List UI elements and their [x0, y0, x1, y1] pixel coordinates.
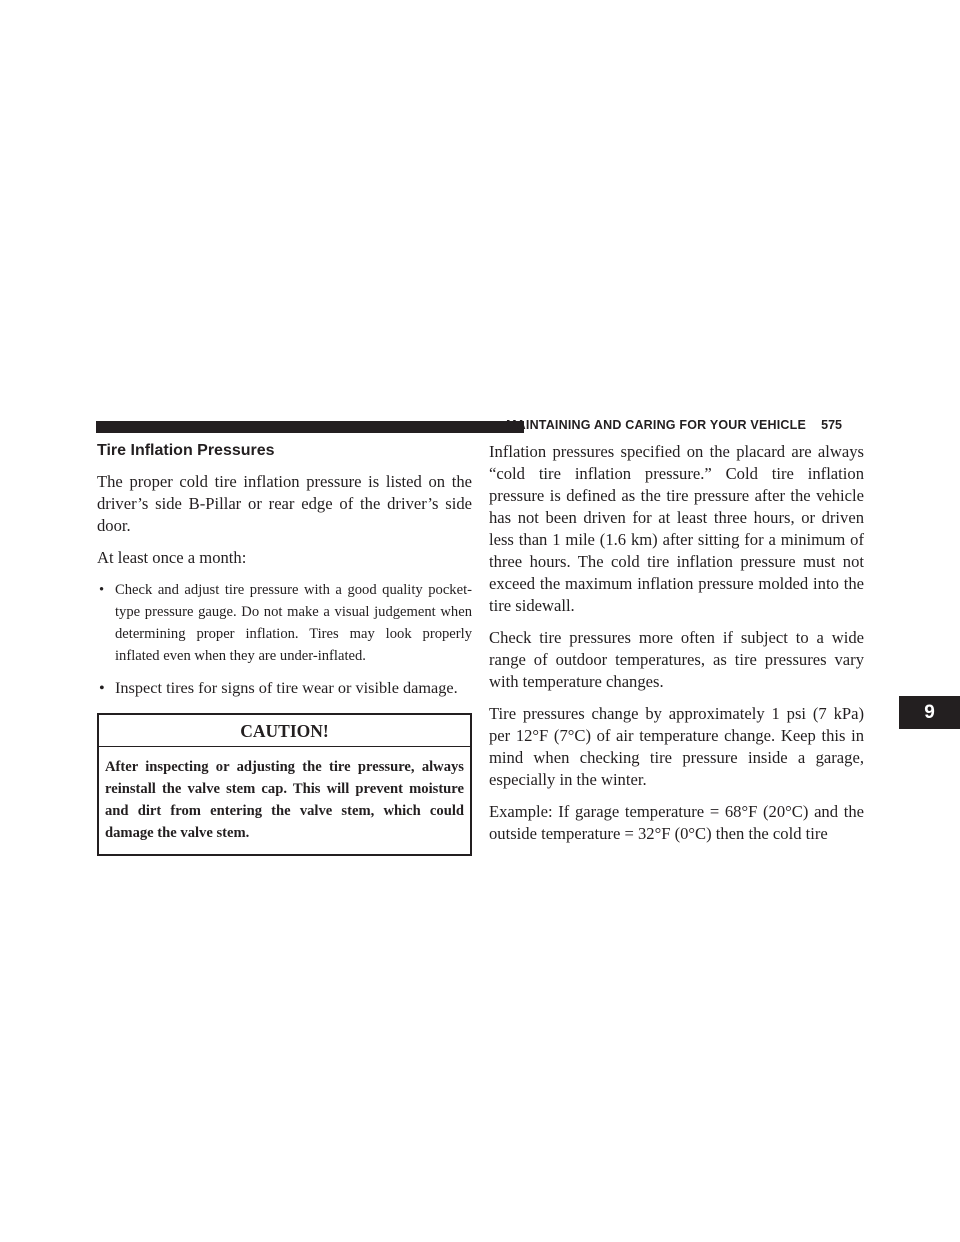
list-item: [97, 677, 472, 699]
caution-title: CAUTION!: [99, 715, 470, 747]
bullet-icon: •: [99, 678, 105, 697]
paragraph-check-often: Check tire pressures more often if subject to a wide range of outdoor temperatures, as tire pressures vary with temperature changes.: [489, 628, 864, 691]
lead-in: At least once a month:: [97, 548, 247, 567]
list-item: [97, 579, 472, 667]
bullet-icon: •: [99, 582, 105, 598]
bullet-text: Inspect tires for signs of tire wear or visible damage.: [115, 678, 458, 697]
caution-text: After inspecting or adjusting the tire pressure, always reinstall the valve stem cap. This will prevent moisture and dirt from entering the valve stem, which could damage the valve stem.: [105, 759, 464, 841]
chapter-tab: 9: [899, 696, 960, 729]
right-column: [489, 441, 864, 855]
paragraph-example: Example: If garage temperature = 68°F (20°C) and the outside temperature = 32°F (0°C) then the cold tire: [489, 802, 864, 843]
paragraph-pressure-change: Tire pressures change by approximately 1 psi (7 kPa) per 12°F (7°C) of air temperature change. Keep this in mind when checking tire pressure inside a garage, especially in the winter.: [489, 704, 864, 789]
caution-box: [97, 713, 472, 856]
header-section-title: MAINTAINING AND CARING FOR YOUR VEHICLE: [506, 418, 806, 432]
section-heading: Tire Inflation Pressures: [97, 442, 275, 459]
page-number: 575: [821, 418, 842, 432]
left-column: [97, 441, 472, 856]
page-header: [96, 417, 842, 437]
bullet-text: Check and adjust tire pressure with a good quality pocket-type pressure gauge. Do not make a visual judgement when determining proper inflation. Tires may look properly inflated even when they are under-inflated.: [115, 582, 472, 664]
paragraph-cold-inflation: Inflation pressures specified on the placard are always “cold tire inflation pressure.” Cold tire inflation pressure is defined as the tire pressure after the vehicle has not been driven for at least three hours, or driven less than 1 mile (1.6 km) after sitting for a minimum of three hours. The cold tire inflation pressure must not exceed the maximum inflation pressure molded into the tire sidewall.: [489, 442, 864, 615]
header-rule: [96, 421, 524, 433]
bullet-list: [97, 579, 472, 699]
intro-paragraph: The proper cold tire inflation pressure is listed on the driver’s side B-Pillar or rear edge of the driver’s side door.: [97, 472, 472, 535]
